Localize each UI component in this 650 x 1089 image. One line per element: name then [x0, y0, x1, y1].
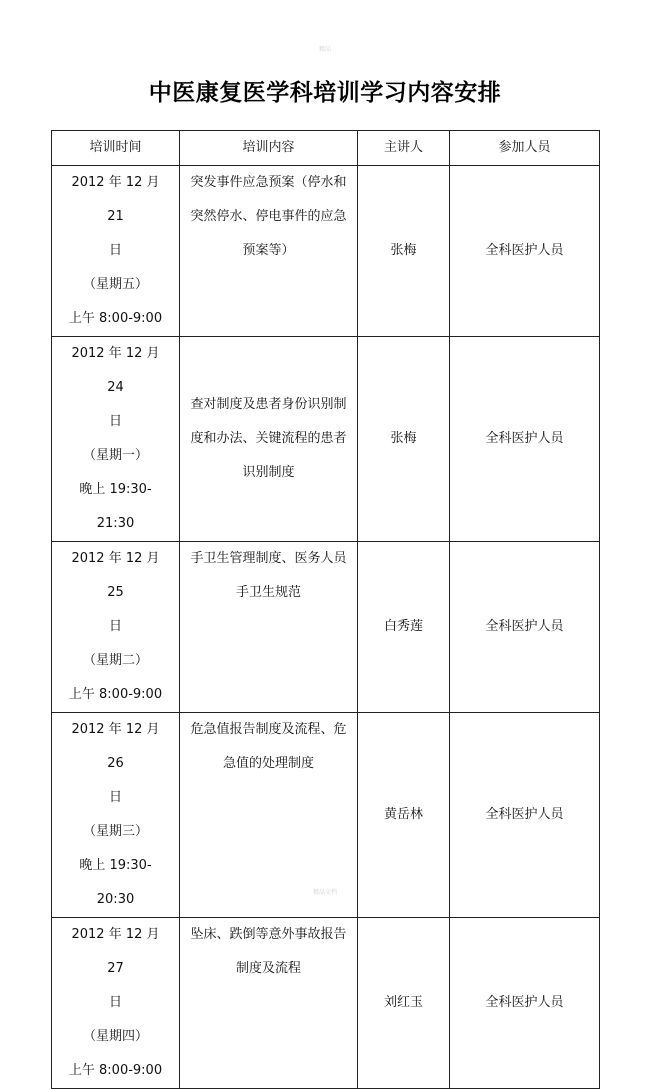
table-header-row — [52, 131, 600, 166]
training-content-cell: 手卫生管理制度、医务人员手卫生规范 — [180, 542, 358, 713]
training-content-cell: 突发事件应急预案（停水和突然停水、停电事件的应急预案等） — [180, 166, 358, 337]
time-range: 上午 8:00-9:00 — [68, 1063, 163, 1078]
weekday: （星期三） — [82, 824, 148, 839]
date-day: 日 — [108, 619, 122, 634]
attendees-cell: 全科医护人员 — [450, 542, 600, 713]
table-row — [52, 337, 600, 542]
attendees-cell: 全科医护人员 — [450, 166, 600, 337]
time-range: 上午 8:00-9:00 — [68, 311, 163, 326]
page-title: 中医康复医学科培训学习内容安排 — [148, 80, 502, 106]
training-time-cell — [52, 542, 180, 713]
weekday: （星期二） — [82, 653, 148, 668]
header-watermark: 精品 — [318, 46, 331, 53]
weekday: （星期一） — [82, 448, 148, 463]
attendees-cell: 全科医护人员 — [450, 713, 600, 918]
training-time-cell — [52, 918, 180, 1089]
date-day: 日 — [108, 414, 122, 429]
training-time-cell — [52, 337, 180, 542]
weekday: （星期五） — [82, 277, 148, 292]
attendees-cell: 全科医护人员 — [450, 337, 600, 542]
date-line: 2012 年 12 月 24 — [71, 346, 160, 395]
speaker-cell: 黄岳林 — [358, 713, 450, 918]
time-range: 晚上 19:30-20:30 — [79, 858, 152, 907]
speaker-cell: 张梅 — [358, 166, 450, 337]
time-range: 晚上 19:30-21:30 — [79, 482, 152, 531]
date-day: 日 — [108, 790, 122, 805]
training-content-cell: 危急值报告制度及流程、危急值的处理制度 — [180, 713, 358, 918]
header-time: 培训时间 — [52, 131, 180, 166]
header-content: 培训内容 — [180, 131, 358, 166]
date-day: 日 — [108, 995, 122, 1010]
speaker-cell: 刘红玉 — [358, 918, 450, 1089]
attendees-cell: 全科医护人员 — [450, 918, 600, 1089]
training-content-cell: 坠床、跌倒等意外事故报告制度及流程 — [180, 918, 358, 1089]
speaker-cell: 白秀莲 — [358, 542, 450, 713]
date-line: 2012 年 12 月 25 — [71, 551, 160, 600]
schedule-table — [51, 130, 600, 1089]
date-line: 2012 年 12 月 26 — [71, 722, 160, 771]
table-row — [52, 166, 600, 337]
table-row — [52, 918, 600, 1089]
footer-watermark: 精品文档 — [312, 889, 337, 896]
header-attendees: 参加人员 — [450, 131, 600, 166]
date-line: 2012 年 12 月 27 — [71, 927, 160, 976]
weekday: （星期四） — [82, 1029, 148, 1044]
date-day: 日 — [108, 243, 122, 258]
table-row — [52, 542, 600, 713]
header-speaker: 主讲人 — [358, 131, 450, 166]
training-content-cell: 查对制度及患者身份识别制度和办法、关键流程的患者识别制度 — [180, 337, 358, 542]
speaker-cell: 张梅 — [358, 337, 450, 542]
training-time-cell — [52, 166, 180, 337]
date-line: 2012 年 12 月 21 — [71, 175, 160, 224]
time-range: 上午 8:00-9:00 — [68, 687, 163, 702]
